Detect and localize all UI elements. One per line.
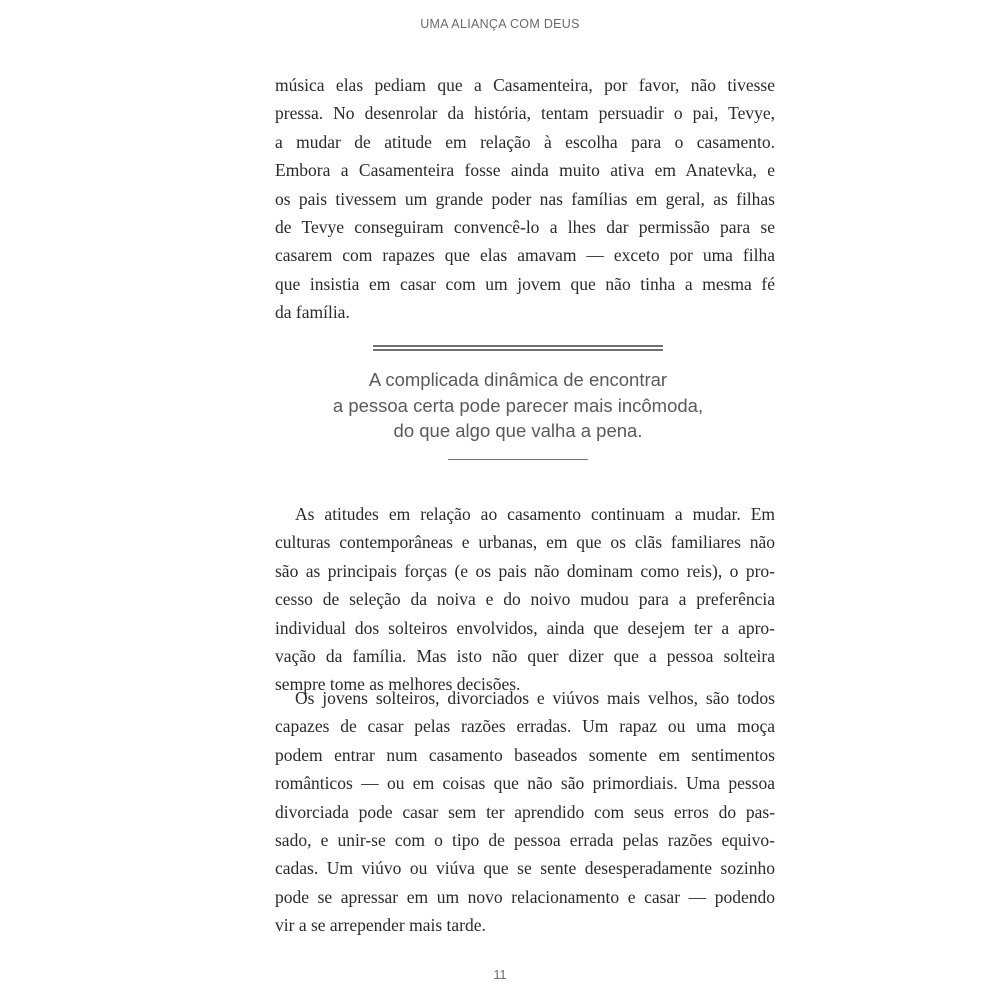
text-line: que insistia em casar com um jovem que não tinha a mesma fé xyxy=(275,273,775,294)
text-line: vir a se arrepender mais tarde. xyxy=(275,915,486,936)
text-line: pode se apressar em um novo relacionamento e casar — podendo xyxy=(275,886,775,907)
text-line: As atitudes em relação ao casamento continuam a mudar. Em xyxy=(295,504,775,524)
pullquote-top-rule xyxy=(373,345,663,351)
pullquote-line: do que algo que valha a pena. xyxy=(393,420,643,441)
text-line: podem entrar num casamento baseados somente em sentimentos xyxy=(275,744,775,765)
running-header: UMA ALIANÇA COM DEUS xyxy=(420,17,580,31)
text-line: a mudar de atitude em relação à escolha para o casamento. xyxy=(275,131,775,152)
text-line: individual dos solteiros envolvidos, ainda que desejem ter a apro- xyxy=(275,617,775,638)
text-line: românticos — ou em coisas que não são primordiais. Uma pessoa xyxy=(275,773,775,794)
pullquote-line: a pessoa certa pode parecer mais incômoda, xyxy=(332,394,704,416)
text-line: cadas. Um viúvo ou viúva que se sente desesperadamente sozinho xyxy=(275,858,775,879)
pullquote xyxy=(300,367,736,444)
pullquote-line: A complicada dinâmica de encontrar xyxy=(368,369,668,390)
text-line: sado, e unir-se com o tipo de pessoa errada pelas razões equivo- xyxy=(275,830,775,851)
text-line: pressa. No desenrolar da história, tentam persuadir o pai, Tevye, xyxy=(275,103,775,124)
text-line: os pais tivessem um grande poder nas famílias em geral, as filhas xyxy=(275,188,775,209)
text-line: culturas contemporâneas e urbanas, em que os clãs familiares não xyxy=(275,532,775,553)
text-line: casarem com rapazes que elas amavam — exceto por uma filha xyxy=(275,245,775,266)
body-paragraph-1 xyxy=(275,71,775,327)
text-line: sempre tome as melhores decisões. xyxy=(275,674,521,695)
text-line: Os jovens solteiros, divorciados e viúvos mais velhos, são todos xyxy=(295,688,775,708)
text-line: capazes de casar pelas razões erradas. Um rapaz ou uma moça xyxy=(275,716,775,737)
pullquote-bottom-rule xyxy=(448,459,588,460)
text-line: Embora a Casamenteira fosse ainda muito ativa em Anatevka, e xyxy=(275,160,775,181)
page-number: 11 xyxy=(493,968,507,982)
text-line: vação da família. Mas isto não quer dizer que a pessoa solteira xyxy=(275,646,775,667)
text-line: da família. xyxy=(275,302,350,323)
text-line: música elas pediam que a Casamenteira, por favor, não tivesse xyxy=(275,75,775,95)
text-line: divorciada pode casar sem ter aprendido com seus erros do pas- xyxy=(275,801,775,822)
text-line: cesso de seleção da noiva e do noivo mudou para a preferência xyxy=(275,589,775,610)
body-paragraph-2 xyxy=(275,500,775,699)
text-line: são as principais forças (e os pais não dominam como reis), o pro- xyxy=(275,560,775,581)
body-paragraph-3 xyxy=(275,684,775,940)
text-line: de Tevye conseguiram convencê-lo a lhes dar permissão para se xyxy=(275,217,775,238)
